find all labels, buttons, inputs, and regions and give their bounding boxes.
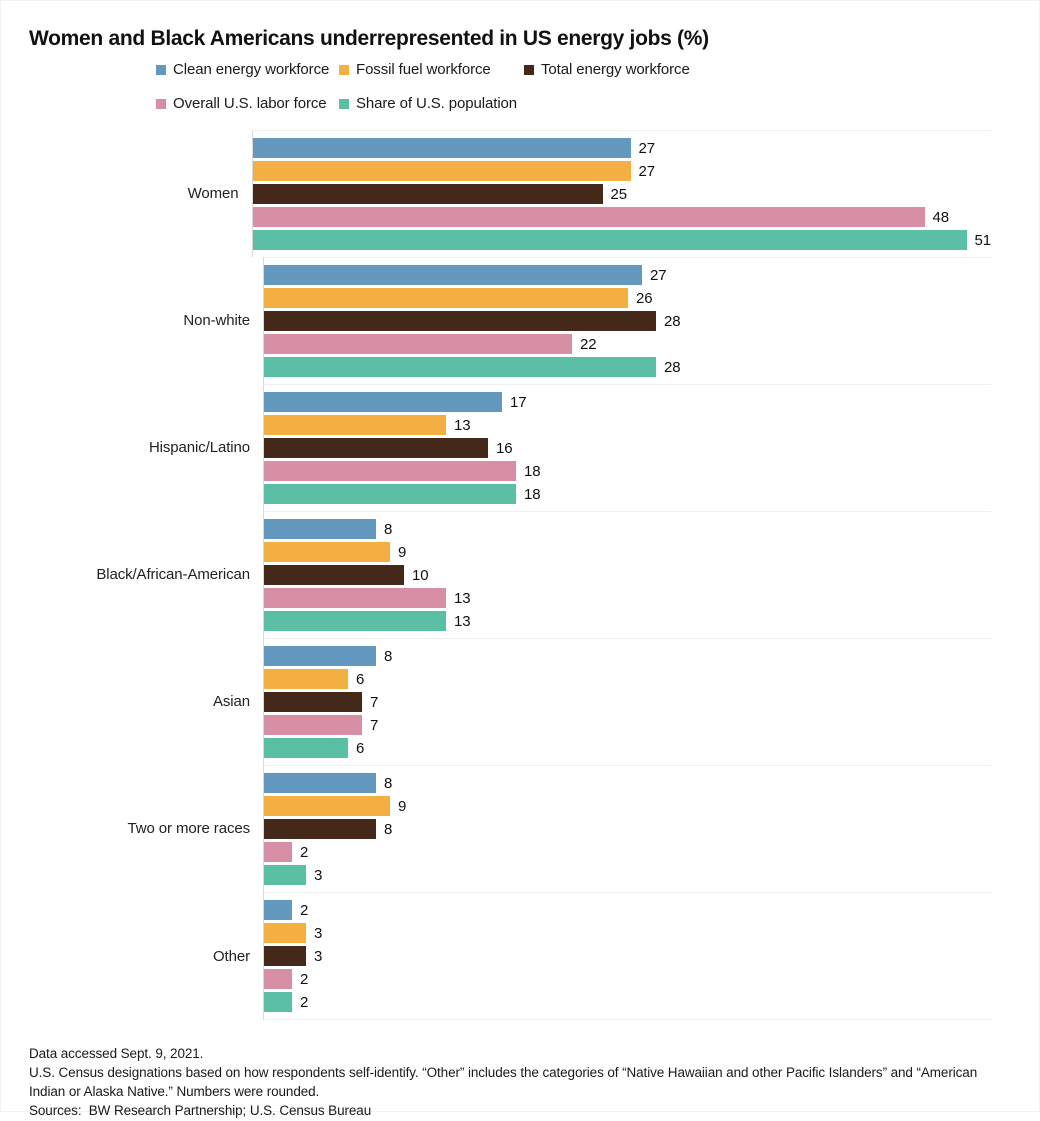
bar-clean-energy-workforce: [264, 265, 642, 285]
category-bars: [263, 892, 991, 1020]
category-label: Non-white: [183, 312, 250, 329]
category-bars: [252, 130, 992, 257]
chart-footnotes: [29, 1044, 1009, 1121]
bar-value-label: 28: [664, 312, 681, 330]
category-group-women: [1, 130, 1039, 257]
bar-value-label: 8: [384, 820, 393, 838]
bar-value-label: 22: [580, 335, 597, 353]
category-bars: [263, 257, 991, 384]
bar-row: [253, 230, 992, 250]
legend-item-overall-u-s-labor-force: [156, 95, 339, 112]
bar-total-energy-workforce: [264, 311, 656, 331]
legend-swatch-icon: [156, 99, 166, 109]
bar-clean-energy-workforce: [264, 773, 376, 793]
bar-fossil-fuel-workforce: [264, 288, 628, 308]
category-group-other: [1, 892, 1039, 1020]
bar-fossil-fuel-workforce: [264, 796, 390, 816]
bar-row: [264, 288, 991, 308]
bar-value-label: 2: [300, 993, 309, 1011]
bar-row: [264, 842, 991, 862]
bar-clean-energy-workforce: [264, 519, 376, 539]
bar-row: [264, 334, 991, 354]
bar-value-label: 27: [650, 266, 667, 284]
category-bars: [263, 384, 991, 511]
bar-clean-energy-workforce: [264, 900, 292, 920]
bar-value-label: 27: [638, 139, 655, 157]
bar-overall-u-s-labor-force: [264, 969, 292, 989]
bar-overall-u-s-labor-force: [264, 461, 516, 481]
bar-share-of-u-s-population: [264, 357, 656, 377]
bar-row: [264, 669, 991, 689]
category-label: Women: [187, 185, 239, 202]
bar-share-of-u-s-population: [264, 992, 292, 1012]
category-label: Black/African-American: [96, 566, 250, 583]
bar-total-energy-workforce: [264, 819, 376, 839]
category-label: Asian: [212, 693, 250, 710]
bar-row: [253, 207, 992, 227]
bar-row: [264, 773, 991, 793]
legend-swatch-icon: [339, 99, 349, 109]
bar-row: [253, 138, 992, 158]
bar-value-label: 26: [636, 289, 653, 307]
bar-value-label: 48: [932, 208, 949, 226]
legend-label: Fossil fuel workforce: [356, 61, 491, 78]
bar-value-label: 25: [610, 185, 627, 203]
bar-row: [264, 923, 991, 943]
category-group-black-african-american: [1, 511, 1039, 638]
legend-item-clean-energy-workforce: [156, 61, 339, 78]
legend-item-total-energy-workforce: [524, 61, 774, 78]
bar-value-label: 2: [300, 843, 309, 861]
category-label: Two or more races: [127, 820, 250, 837]
footnote-data-accessed: Data accessed Sept. 9, 2021.: [29, 1046, 204, 1061]
bar-total-energy-workforce: [264, 946, 306, 966]
chart-title: Women and Black Americans underrepresented in US energy jobs (%): [29, 27, 709, 50]
bar-value-label: 13: [454, 612, 471, 630]
bar-row: [253, 161, 992, 181]
bar-share-of-u-s-population: [264, 738, 348, 758]
bar-row: [264, 646, 991, 666]
bar-row: [264, 992, 991, 1012]
legend-item-share-of-u-s-population: [339, 95, 524, 112]
bar-value-label: 2: [300, 970, 309, 988]
bar-value-label: 7: [370, 716, 379, 734]
bar-row: [264, 311, 991, 331]
bar-share-of-u-s-population: [264, 865, 306, 885]
bar-row: [264, 565, 991, 585]
bar-row: [264, 946, 991, 966]
bar-total-energy-workforce: [264, 565, 404, 585]
bar-row: [264, 819, 991, 839]
category-group-two-or-more-races: [1, 765, 1039, 892]
bar-total-energy-workforce: [253, 184, 603, 204]
bar-total-energy-workforce: [264, 692, 362, 712]
bar-value-label: 18: [524, 485, 541, 503]
category-label: Other: [212, 947, 250, 965]
legend-swatch-icon: [524, 65, 534, 75]
chart-legend: [156, 61, 1039, 112]
bar-value-label: 51: [974, 231, 991, 249]
bar-share-of-u-s-population: [264, 484, 516, 504]
bar-value-label: 8: [384, 520, 393, 538]
bar-row: [264, 692, 991, 712]
bar-clean-energy-workforce: [253, 138, 631, 158]
bar-value-label: 2: [300, 901, 309, 919]
bar-value-label: 27: [638, 162, 655, 180]
bar-value-label: 28: [664, 358, 681, 376]
bar-row: [264, 461, 991, 481]
bar-chart: [1, 130, 1039, 1020]
bar-value-label: 3: [314, 866, 323, 884]
bar-value-label: 10: [412, 566, 429, 584]
bar-value-label: 3: [314, 947, 323, 965]
bar-row: [264, 438, 991, 458]
footnote-sources: Sources: BW Research Partnership; U.S. Census Bureau: [29, 1103, 372, 1119]
bar-fossil-fuel-workforce: [264, 923, 306, 943]
legend-label: Share of U.S. population: [356, 95, 518, 112]
bar-fossil-fuel-workforce: [264, 415, 446, 435]
bar-row: [264, 900, 991, 920]
legend-swatch-icon: [339, 65, 349, 75]
legend-label: Total energy workforce: [541, 61, 690, 78]
bar-value-label: 6: [356, 739, 365, 757]
category-bars: [263, 511, 991, 638]
category-group-non-white: [1, 257, 1039, 384]
bar-value-label: 13: [454, 589, 471, 607]
category-group-asian: [1, 638, 1039, 765]
bar-row: [264, 392, 991, 412]
bar-total-energy-workforce: [264, 438, 488, 458]
bar-clean-energy-workforce: [264, 646, 376, 666]
bar-value-label: 17: [510, 393, 527, 411]
bar-row: [264, 611, 991, 631]
legend-label: Overall U.S. labor force: [173, 95, 327, 112]
bar-overall-u-s-labor-force: [264, 842, 292, 862]
bar-value-label: 8: [384, 647, 393, 665]
bar-row: [264, 796, 991, 816]
legend-label: Clean energy workforce: [173, 61, 330, 78]
bar-row: [264, 484, 991, 504]
bar-overall-u-s-labor-force: [253, 207, 925, 227]
bar-fossil-fuel-workforce: [264, 669, 348, 689]
bar-overall-u-s-labor-force: [264, 588, 446, 608]
category-label: Hispanic/Latino: [148, 439, 250, 456]
bar-value-label: 9: [398, 797, 407, 815]
bar-row: [264, 715, 991, 735]
category-group-hispanic-latino: [1, 384, 1039, 511]
bar-row: [253, 184, 992, 204]
bar-value-label: 13: [454, 416, 471, 434]
bar-overall-u-s-labor-force: [264, 334, 572, 354]
category-bars: [263, 765, 991, 892]
bar-value-label: 3: [314, 924, 323, 942]
bar-value-label: 16: [496, 439, 513, 457]
bar-row: [264, 969, 991, 989]
bar-fossil-fuel-workforce: [253, 161, 631, 181]
bar-value-label: 8: [384, 774, 393, 792]
category-bars: [263, 638, 991, 765]
legend-swatch-icon: [156, 65, 166, 75]
footnote-census-designations: U.S. Census designations based on how respondents self-identify. “Other” includes the categories of “Native Hawaiian and other Pacific Islanders” and “American Indian or Alaska Native.” Numbers were rounded.: [29, 1065, 981, 1100]
bar-value-label: 9: [398, 543, 407, 561]
bar-clean-energy-workforce: [264, 392, 502, 412]
bar-row: [264, 357, 991, 377]
bar-row: [264, 542, 991, 562]
bar-row: [264, 865, 991, 885]
legend-item-fossil-fuel-workforce: [339, 61, 524, 78]
bar-row: [264, 588, 991, 608]
bar-value-label: 18: [524, 462, 541, 480]
bar-row: [264, 415, 991, 435]
bar-share-of-u-s-population: [264, 611, 446, 631]
bar-overall-u-s-labor-force: [264, 715, 362, 735]
bar-value-label: 6: [356, 670, 365, 688]
bar-fossil-fuel-workforce: [264, 542, 390, 562]
bar-value-label: 7: [370, 693, 379, 711]
bar-row: [264, 738, 991, 758]
bar-row: [264, 265, 991, 285]
bar-share-of-u-s-population: [253, 230, 967, 250]
bar-row: [264, 519, 991, 539]
